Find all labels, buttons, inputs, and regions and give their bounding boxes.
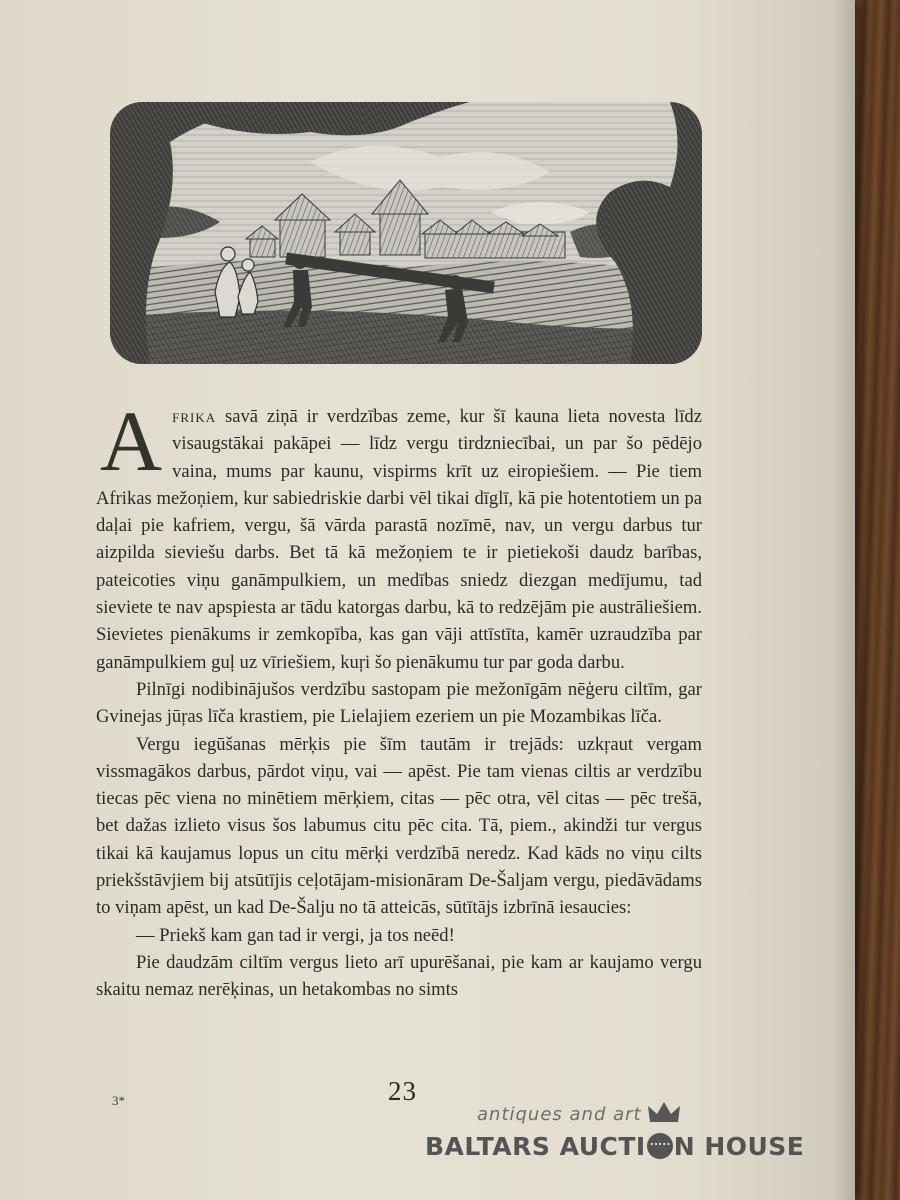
paragraph-3: Vergu iegūšanas mērķis pie šīm tautām ir trejāds: uzkŗaut vergam vissmagākos darbus, pārdot viņu, vai — apēst. Pie tam vienas ciltis ar verdzību tiecas pēc viena no minētiem mērķiem, citas — pēc otra, vēl citas — pēc trešā, bet dažas izlieto visus šos labumus citu pēc cita. Tā, piem., akindži tur vergus tikai kā kaujamus lopus un citu mērķi verdzībā neredz. Kad kāds no viņu cilts priekšstāvjiem bij atsūtījis ceļotājam-misionāram De-Šaljam vergu, piedāvādams to viņam apēst, un kad De-Šalju no tā atteicās, sūtītājs izbrīnā iesaucies: [96,733,702,919]
engraving-illustration [110,102,702,364]
page-number: 23 [388,1076,417,1106]
paragraph-1-text: savā ziņā ir verdzības zeme, kur šī kauna lieta novesta līdz visaugstākai pakāpei — līdz vergu tirdzniecībai, un par šo pēdējo vaina, mums par kaunu, vispirms krīt uz eiropiešiem. — Pie tiem Afrikas mežoņiem, kur sabiedriskie darbi vēl tikai dīglī, kā pie hotentotiem un pa daļai pie kafriem, vergu, šā vārda parastā nozīmē, nav, un vergu darbus tur aizpilda sieviešu darbs. Bet tā kā mežoņiem te ir pietiekoši daudz barības, pateicoties viņu ganāmpulkiem, un medības sniedz diezgan medījumu, tad sieviete te nav apspiesta ar tādu katorgas darbu, kā to redzējām pie austrāliešiem. Sievietes pienākums ir zemkopība, kas gan vāji attīstīta, kamēr uzraudzība par ganāmpulkiem guļ uz vīriešiem, kuŗi šo pienākumu tur par goda darbu. [96,406,702,673]
paragraph-1 [96,393,702,676]
paragraph-4-dialogue: — Priekš kam gan tad ir vergi, ja tos neēd! [136,924,455,946]
auction-watermark [425,1104,825,1170]
watermark-tagline: antiques and art [477,1104,642,1125]
body-text [96,393,702,1004]
watermark-name [425,1132,804,1161]
watermark-o-icon [647,1133,673,1159]
paragraph-2: Pilnīgi nodibinājušos verdzību sastopam pie mežonīgām nēģeru ciltīm, gar Gvinejas jūŗas līča krastiem, pie Lielajiem ezeriem un pie Mozambikas līča. [96,678,702,728]
watermark-name-part-2: N HOUSE [673,1132,805,1161]
dropcap-letter: A [100,393,163,489]
page-edge-shadow [833,0,855,1200]
crown-icon [647,1100,681,1126]
engraving-africa-village-icon [110,102,702,364]
signature-mark: 3* [112,1093,125,1108]
paragraph-5: Pie daudzām ciltīm vergus lieto arī upurēšanai, pie kam ar kaujamo vergu skaitu nemaz nerēķinas, un hetakombas no simts [96,951,702,1001]
first-word-smallcaps: frika [172,406,217,427]
watermark-name-part-1: BALTARS AUCTI [425,1132,646,1161]
